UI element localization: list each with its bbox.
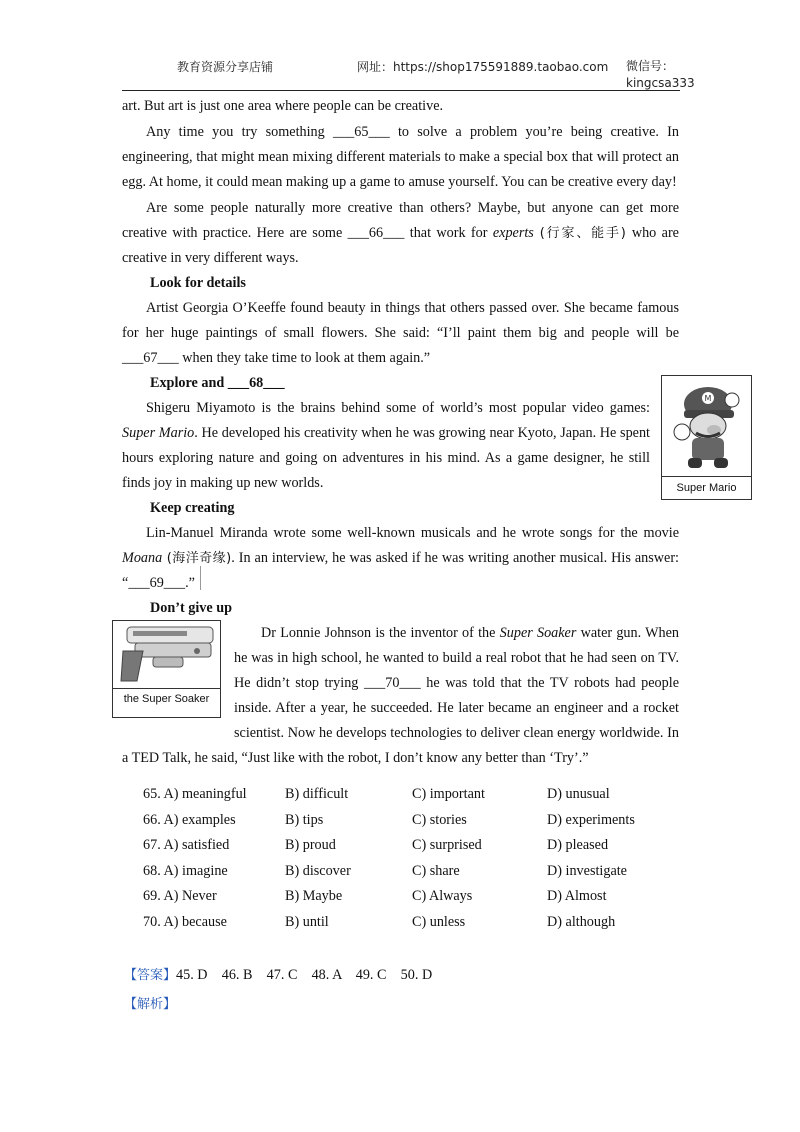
heading-keep-creating: Keep creating: [150, 500, 235, 516]
blank-66: ___66___: [347, 225, 405, 241]
option-b: B) until: [285, 913, 329, 930]
header-site-url[interactable]: 网址：https://shop175591889.taobao.com: [357, 60, 609, 74]
p5-text-b: . He developed his creativity when he was growing near Kyoto, Japan. He spent hours exploring nature and going on adventures in his mind. As a game designer, he still finds joy in making up new worlds.: [122, 425, 650, 491]
p7-text-b: water gun. When he was in high school, he wanted to build a real robot that he had seen on TV. He didn’t stop trying: [234, 625, 679, 691]
option-row-65: [143, 786, 663, 812]
analysis-label: 【解析】: [124, 997, 177, 1012]
super-mario-image: [662, 376, 751, 476]
blank-69: ___69___: [128, 575, 186, 591]
p7-text-c: he was told that the TV robots had people inside. After a year, he succeeded. He later became an engineer and a rocket scientist. Now he develops technologies to deliver clean energy worldwide. In a TED Talk, he said, “Just like with the robot, I don’t know any better than ‘Try’.”: [122, 675, 679, 766]
option-b: B) proud: [285, 837, 336, 854]
paragraph-2: [122, 120, 679, 195]
super-mario-caption: Super Mario: [662, 476, 751, 499]
page-header: [122, 56, 695, 91]
option-c: C) unless: [412, 913, 466, 930]
p4-text-a: Artist Georgia O’Keeffe found beauty in things that others passed over. She became famous for her huge paintings of small flowers. She said: “I’ll paint them big and people will be: [122, 300, 679, 341]
option-row-70: [143, 914, 663, 940]
option-b: B) difficult: [285, 786, 349, 802]
super-mario-figure: [661, 375, 752, 500]
option-row-67: [143, 837, 663, 863]
option-a: 67. A) satisfied: [143, 837, 230, 854]
option-d: D) unusual: [547, 786, 610, 802]
heading-explore-and: Explore and ___68___: [150, 375, 285, 391]
super-soaker-image: [113, 621, 220, 687]
p2-text-b: to solve a problem you’re being creative. In engineering, that might mean mixing different materials to make a special box that will protect an egg. At home, it could mean making up a game to amuse yourself. You can be creative every day!: [122, 124, 679, 190]
paragraph-4: [122, 296, 679, 371]
header-wechat: [626, 58, 695, 92]
p5-game-title: Super Mario: [122, 425, 195, 441]
option-b: B) discover: [285, 862, 351, 879]
answer-line: [124, 966, 432, 985]
option-a: 68. A) imagine: [143, 862, 228, 879]
p3-experts: experts: [492, 225, 534, 241]
option-row-66: [143, 812, 663, 838]
p2-text-a: Any time you try something: [146, 124, 333, 140]
p5-text-a: Shigeru Miyamoto is the brains behind some of world’s most popular video games:: [146, 400, 650, 416]
svg-text:M: M: [704, 394, 712, 403]
p3-text-a: Are some people naturally more creative than others? Maybe, but anyone can get more creative with practice. Here are some: [122, 200, 679, 241]
answer-label: 【答案】: [124, 968, 177, 983]
option-row-69: [143, 888, 663, 914]
p6-text-a: Lin-Manuel Miranda wrote some well-known musicals and he wrote songs for the movie: [146, 525, 679, 541]
p6-chinese-gloss: (海洋奇缘): [162, 551, 232, 566]
super-soaker-figure: [112, 620, 221, 718]
analysis-line: [124, 995, 176, 1014]
p3-text-b: that work for: [404, 225, 493, 241]
option-a: 65. A) meaningful: [143, 786, 247, 802]
blank-65: ___65___: [332, 124, 390, 140]
option-d: D) experiments: [547, 811, 635, 828]
answer-text: 45. D 46. B 47. C 48. A 49. C 50. D: [176, 967, 433, 983]
p4-text-b: when they take time to look at them again.”: [178, 350, 431, 366]
blank-67: ___67___: [122, 350, 179, 366]
p3-chinese-gloss: (行家、能手): [533, 226, 632, 241]
heading-dont-give-up: Don’t give up: [150, 600, 232, 616]
option-b: B) Maybe: [285, 888, 343, 905]
option-d: D) although: [547, 913, 616, 930]
text-cursor-mark: [200, 566, 201, 590]
p6-text-c: .”: [185, 575, 195, 591]
paragraph-5: [122, 396, 650, 496]
wechat-id: kingcsa333: [626, 76, 695, 90]
option-d: D) Almost: [547, 888, 607, 905]
header-shop: 教育资源分享店铺: [177, 60, 274, 74]
p6-text-b: . In an interview, he was asked if he was writing another musical. His answer: “: [122, 550, 679, 591]
option-c: C) surprised: [412, 837, 482, 854]
option-d: D) pleased: [547, 837, 609, 854]
p6-movie-title: Moana: [122, 550, 163, 566]
p7-text-a: Dr Lonnie Johnson is the inventor of the: [261, 625, 500, 641]
option-c: C) important: [412, 786, 485, 802]
paragraph-6: [122, 521, 679, 596]
option-a: 66. A) examples: [143, 811, 236, 828]
p7-gun-name: Super Soaker: [499, 625, 577, 641]
option-d: D) investigate: [547, 862, 627, 879]
option-b: B) tips: [285, 811, 324, 828]
paragraph-3: [122, 196, 679, 271]
p3-text-c: who are creative in very different ways.: [122, 225, 679, 266]
blank-70: ___70___: [363, 675, 421, 691]
heading-look-for-details: Look for details: [150, 275, 246, 291]
options-list: [143, 786, 663, 940]
option-a: 70. A) because: [143, 913, 227, 930]
paragraph-1: art. But art is just one area where people can be creative.: [122, 98, 444, 114]
option-c: C) share: [412, 862, 460, 879]
wechat-label: 微信号：: [626, 59, 675, 73]
option-c: C) stories: [412, 811, 467, 828]
super-soaker-caption: the Super Soaker: [113, 688, 220, 717]
option-c: C) Always: [412, 888, 473, 905]
option-row-68: [143, 863, 663, 889]
option-a: 69. A) Never: [143, 888, 217, 905]
